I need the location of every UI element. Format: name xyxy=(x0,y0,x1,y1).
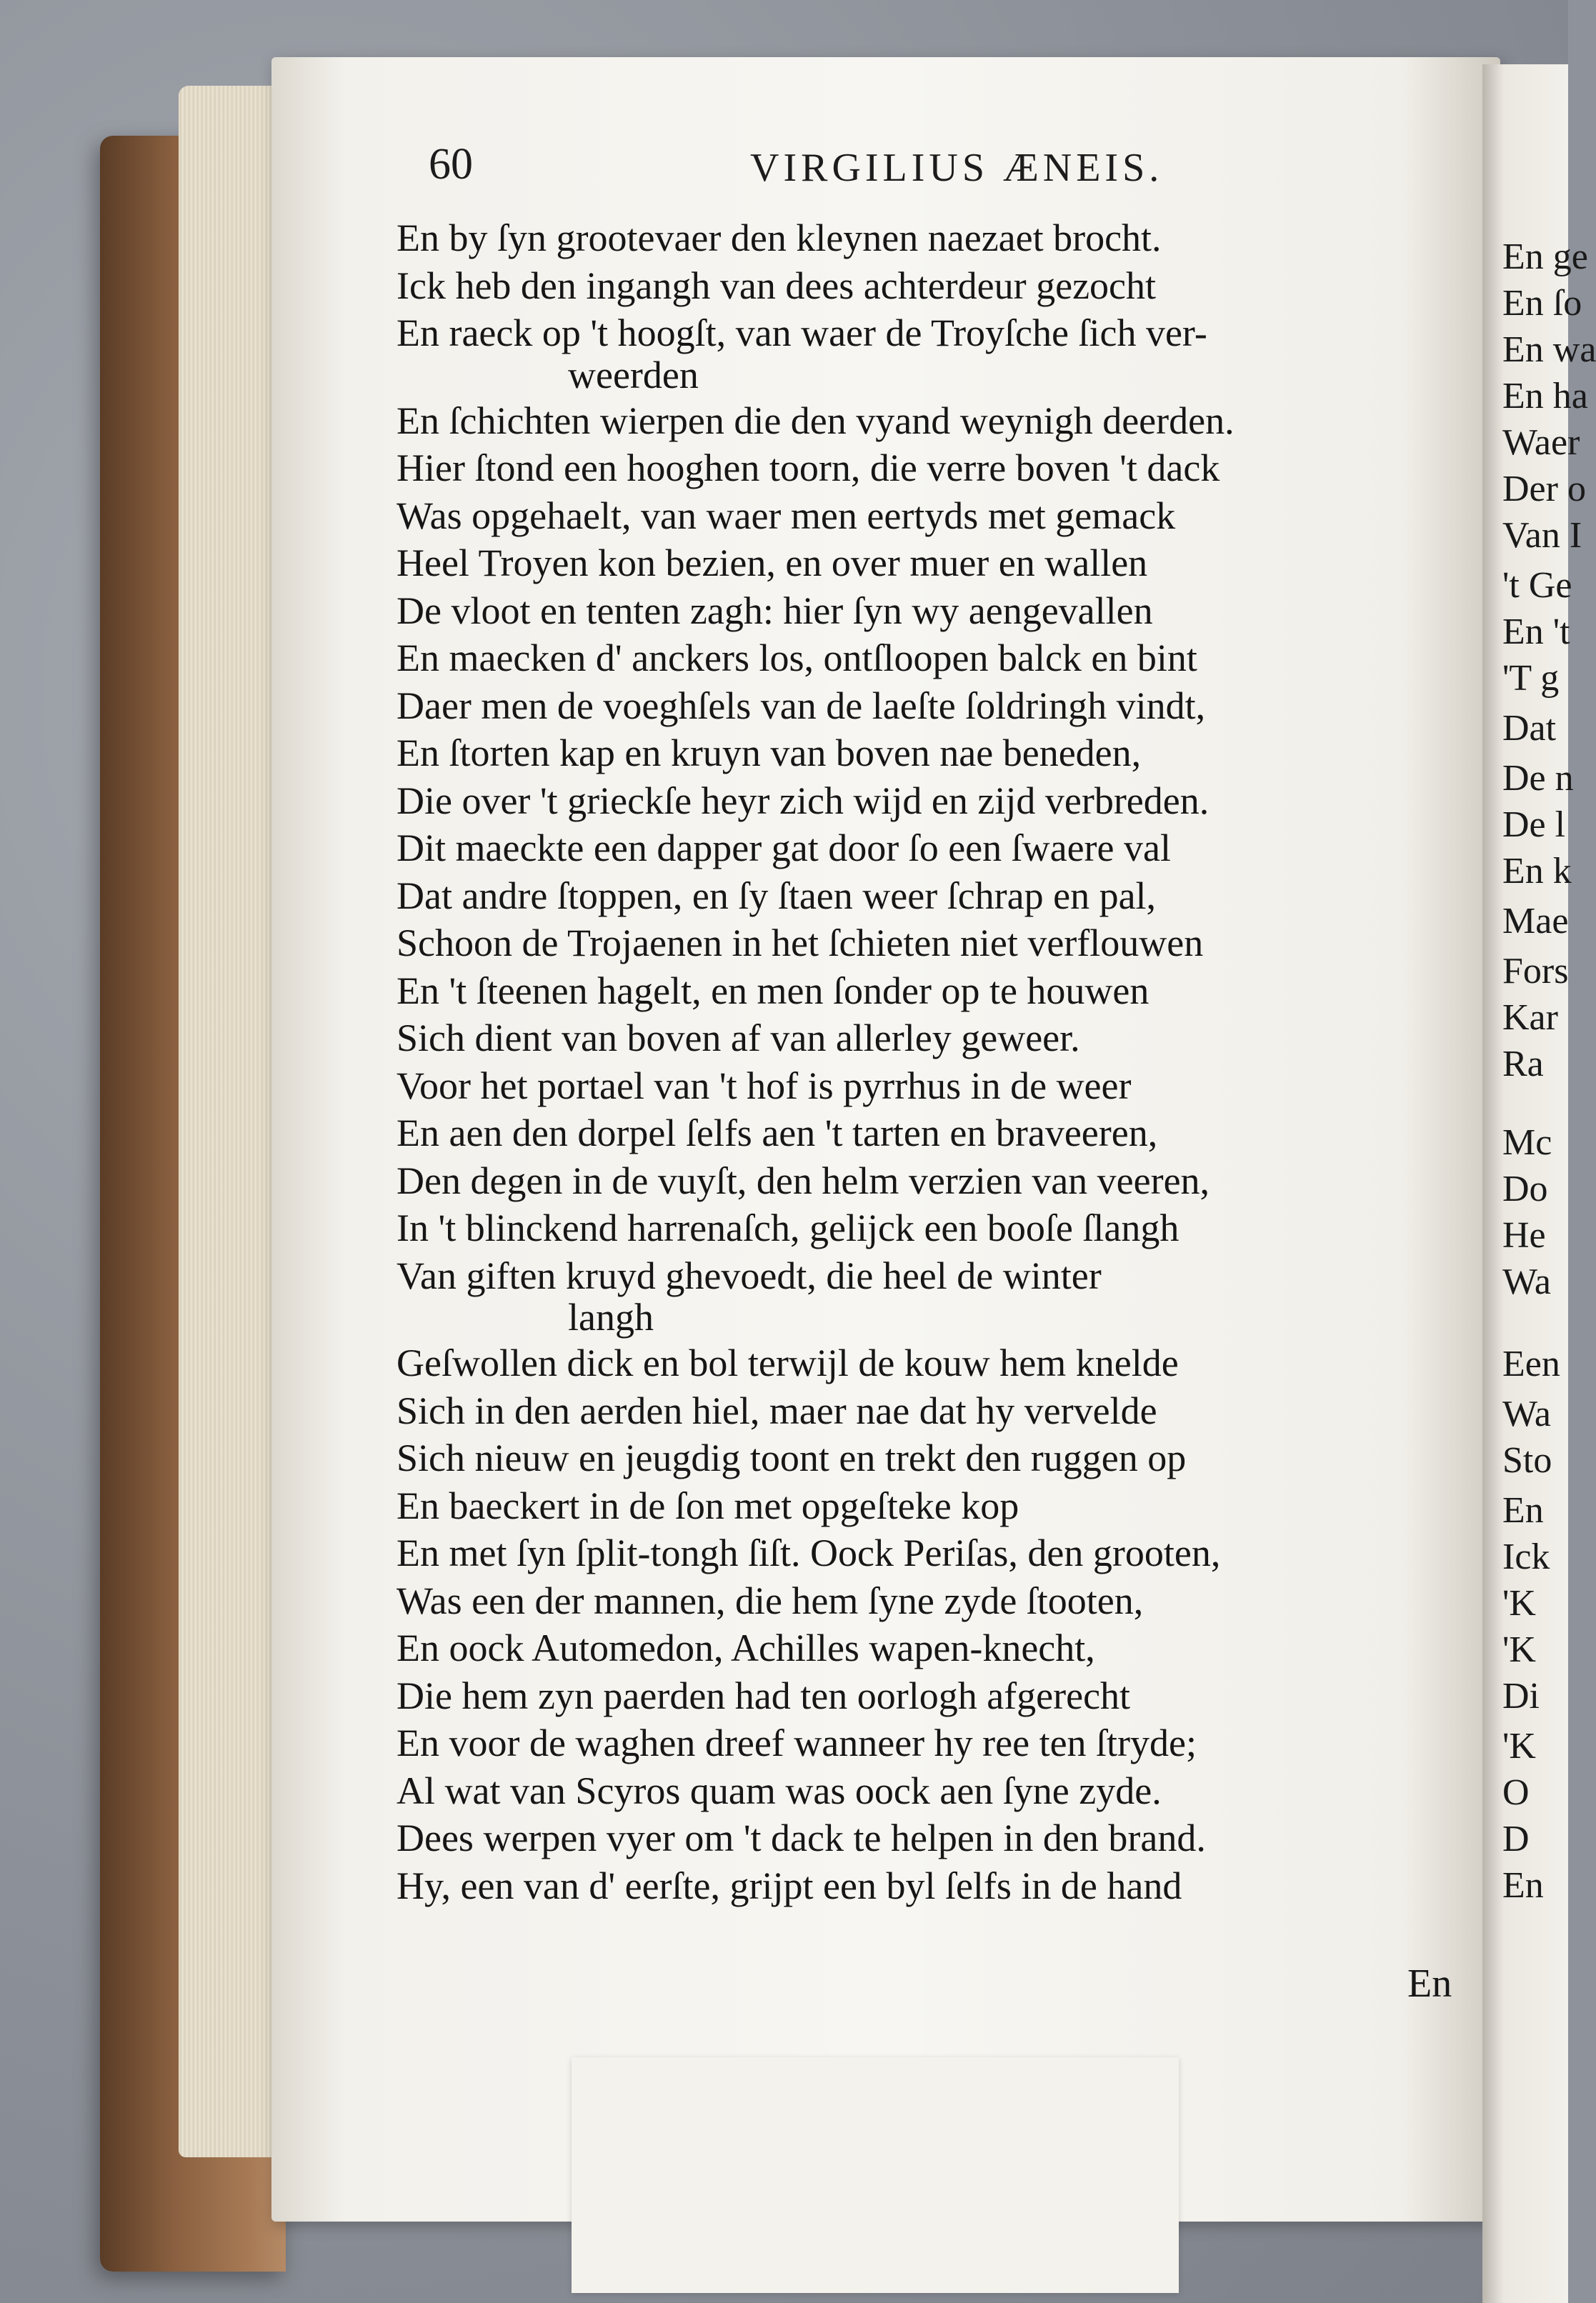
verse-line: En ſtorten kap en kruyn van boven nae beneden, xyxy=(396,731,1142,774)
verse-line: Van giften kruyd ghevoedt, die heel de winter xyxy=(396,1254,1102,1297)
verse-line: Geſwollen dick en bol terwijl de kouw hem knelde xyxy=(396,1342,1179,1384)
facing-page-line: 'K xyxy=(1502,1629,1536,1670)
facing-page-line: Di xyxy=(1502,1676,1540,1717)
facing-page-line: Mae xyxy=(1502,901,1569,941)
facing-page-line: He xyxy=(1502,1215,1546,1256)
facing-page-line: Fors xyxy=(1502,951,1569,991)
catchword: En xyxy=(1407,1962,1452,2006)
facing-page-line: Ra xyxy=(1502,1044,1544,1084)
facing-page-line: D xyxy=(1502,1819,1530,1859)
verse-line: En met ſyn ſplit-tongh ſiſt. Oock Periſas, den grooten, xyxy=(396,1532,1221,1574)
facing-page-line: En wa xyxy=(1502,329,1596,370)
verse-line: Hy, een van d' eerſte, grijpt een byl ſelfs in de hand xyxy=(396,1864,1182,1907)
verse-line: En 't ſteenen hagelt, en men ſonder op te houwen xyxy=(396,969,1149,1012)
verse-line: weerden xyxy=(568,353,699,396)
verse-line: In 't blinckend harrenaſch, gelijck een booſe ſlangh xyxy=(396,1207,1179,1249)
verse-line: Sich dient van boven af van allerley geweer. xyxy=(396,1016,1080,1059)
verse-line: En ſchichten wierpen die den vyand weynigh deerden. xyxy=(396,399,1235,442)
facing-page-line: En ge xyxy=(1502,236,1588,277)
facing-page-line: 'K xyxy=(1502,1583,1536,1624)
verse-text xyxy=(396,214,1447,1909)
facing-page-line: Mc xyxy=(1502,1122,1552,1163)
verse-line: Hier ſtond een hooghen toorn, die verre boven 't dack xyxy=(396,446,1220,489)
verse-line: Sich nieuw en jeugdig toont en trekt den ruggen op xyxy=(396,1437,1187,1479)
verse-line: Dit maeckte een dapper gat door ſo een ſwaere val xyxy=(396,826,1171,869)
facing-page-line: Van I xyxy=(1502,515,1582,556)
page-header xyxy=(429,139,1286,196)
facing-page-line: De n xyxy=(1502,758,1574,799)
verse-line: Voor het portael van 't hof is pyrrhus in de weer xyxy=(396,1064,1132,1107)
facing-page-line: Ick xyxy=(1502,1537,1550,1577)
verse-line: En by ſyn grootevaer den kleynen naezaet brocht. xyxy=(396,216,1162,259)
verse-line: En voor de waghen dreef wanneer hy ree ten ſtryde; xyxy=(396,1722,1197,1764)
facing-page-line: Do xyxy=(1502,1169,1548,1209)
facing-page-line: En ſo xyxy=(1502,283,1582,324)
facing-page-line: O xyxy=(1502,1772,1530,1813)
facing-page-line: Kar xyxy=(1502,997,1558,1038)
verse-line: langh xyxy=(568,1296,654,1339)
running-title: VIRGILIUS ÆNEIS. xyxy=(750,146,1164,190)
facing-page-line: Waer xyxy=(1502,422,1580,463)
facing-page-line: Sto xyxy=(1502,1440,1552,1481)
facing-page xyxy=(1482,64,1596,2303)
verse-line: Ick heb den ingangh van dees achterdeur gezocht xyxy=(396,264,1157,307)
paper-scrap xyxy=(572,2057,1179,2293)
facing-page-line: En k xyxy=(1502,851,1572,891)
facing-page-line: Der o xyxy=(1502,469,1586,509)
page-number: 60 xyxy=(429,140,473,189)
verse-line: Al wat van Scyros quam was oock aen ſyne zyde. xyxy=(396,1769,1162,1812)
verse-line: Die hem zyn paerden had ten oorlogh afgerecht xyxy=(396,1674,1131,1717)
facing-page-line: 't Ge xyxy=(1502,565,1572,606)
facing-page-line: 'K xyxy=(1502,1726,1536,1767)
facing-page-line: Dat xyxy=(1502,708,1557,749)
verse-line: Daer men de voeghſels van de laeſte ſoldringh vindt, xyxy=(396,684,1206,727)
verse-line: Was opgehaelt, van waer men eertyds met gemack xyxy=(396,494,1176,537)
verse-line: De vloot en tenten zagh: hier ſyn wy aengevallen xyxy=(396,589,1153,632)
facing-page-line: En 't xyxy=(1502,611,1570,652)
verse-line: Schoon de Trojaenen in het ſchieten niet verflouwen xyxy=(396,921,1204,964)
facing-page-line: Een xyxy=(1502,1344,1560,1384)
facing-page-line: De l xyxy=(1502,804,1566,845)
facing-page-line: En xyxy=(1502,1865,1544,1906)
verse-line: En oock Automedon, Achilles wapen-knecht, xyxy=(396,1627,1095,1669)
verse-line: En maecken d' anckers los, ontſloopen balck en bint xyxy=(396,636,1197,679)
verse-line: Dat andre ſtoppen, en ſy ſtaen weer ſchrap en pal, xyxy=(396,874,1157,917)
facing-page-line: En xyxy=(1502,1490,1544,1531)
verse-line: En baeckert in de ſon met opgeſteke kop xyxy=(396,1484,1019,1527)
facing-page-line: Wa xyxy=(1502,1262,1551,1302)
facing-page-line: Wa xyxy=(1502,1394,1551,1434)
verse-line: Dees werpen vyer om 't dack te helpen in den brand. xyxy=(396,1817,1206,1859)
verse-line: Den degen in de vuyſt, den helm verzien van veeren, xyxy=(396,1159,1210,1202)
verse-line: Heel Troyen kon bezien, en over muer en wallen xyxy=(396,541,1148,584)
verse-line: Die over 't grieckſe heyr zich wijd en zijd verbreden. xyxy=(396,779,1210,822)
verse-line: Was een der mannen, die hem ſyne zyde ſtooten, xyxy=(396,1579,1144,1622)
verse-line: En aen den dorpel ſelfs aen 't tarten en braveeren, xyxy=(396,1111,1158,1154)
verse-line: En raeck op 't hoogſt, van waer de Troyſche ſich ver- xyxy=(396,311,1207,354)
facing-page-line: En ha xyxy=(1502,376,1588,416)
facing-page-line: 'T g xyxy=(1502,658,1560,699)
verse-line: Sich in den aerden hiel, maer nae dat hy vervelde xyxy=(396,1389,1157,1432)
